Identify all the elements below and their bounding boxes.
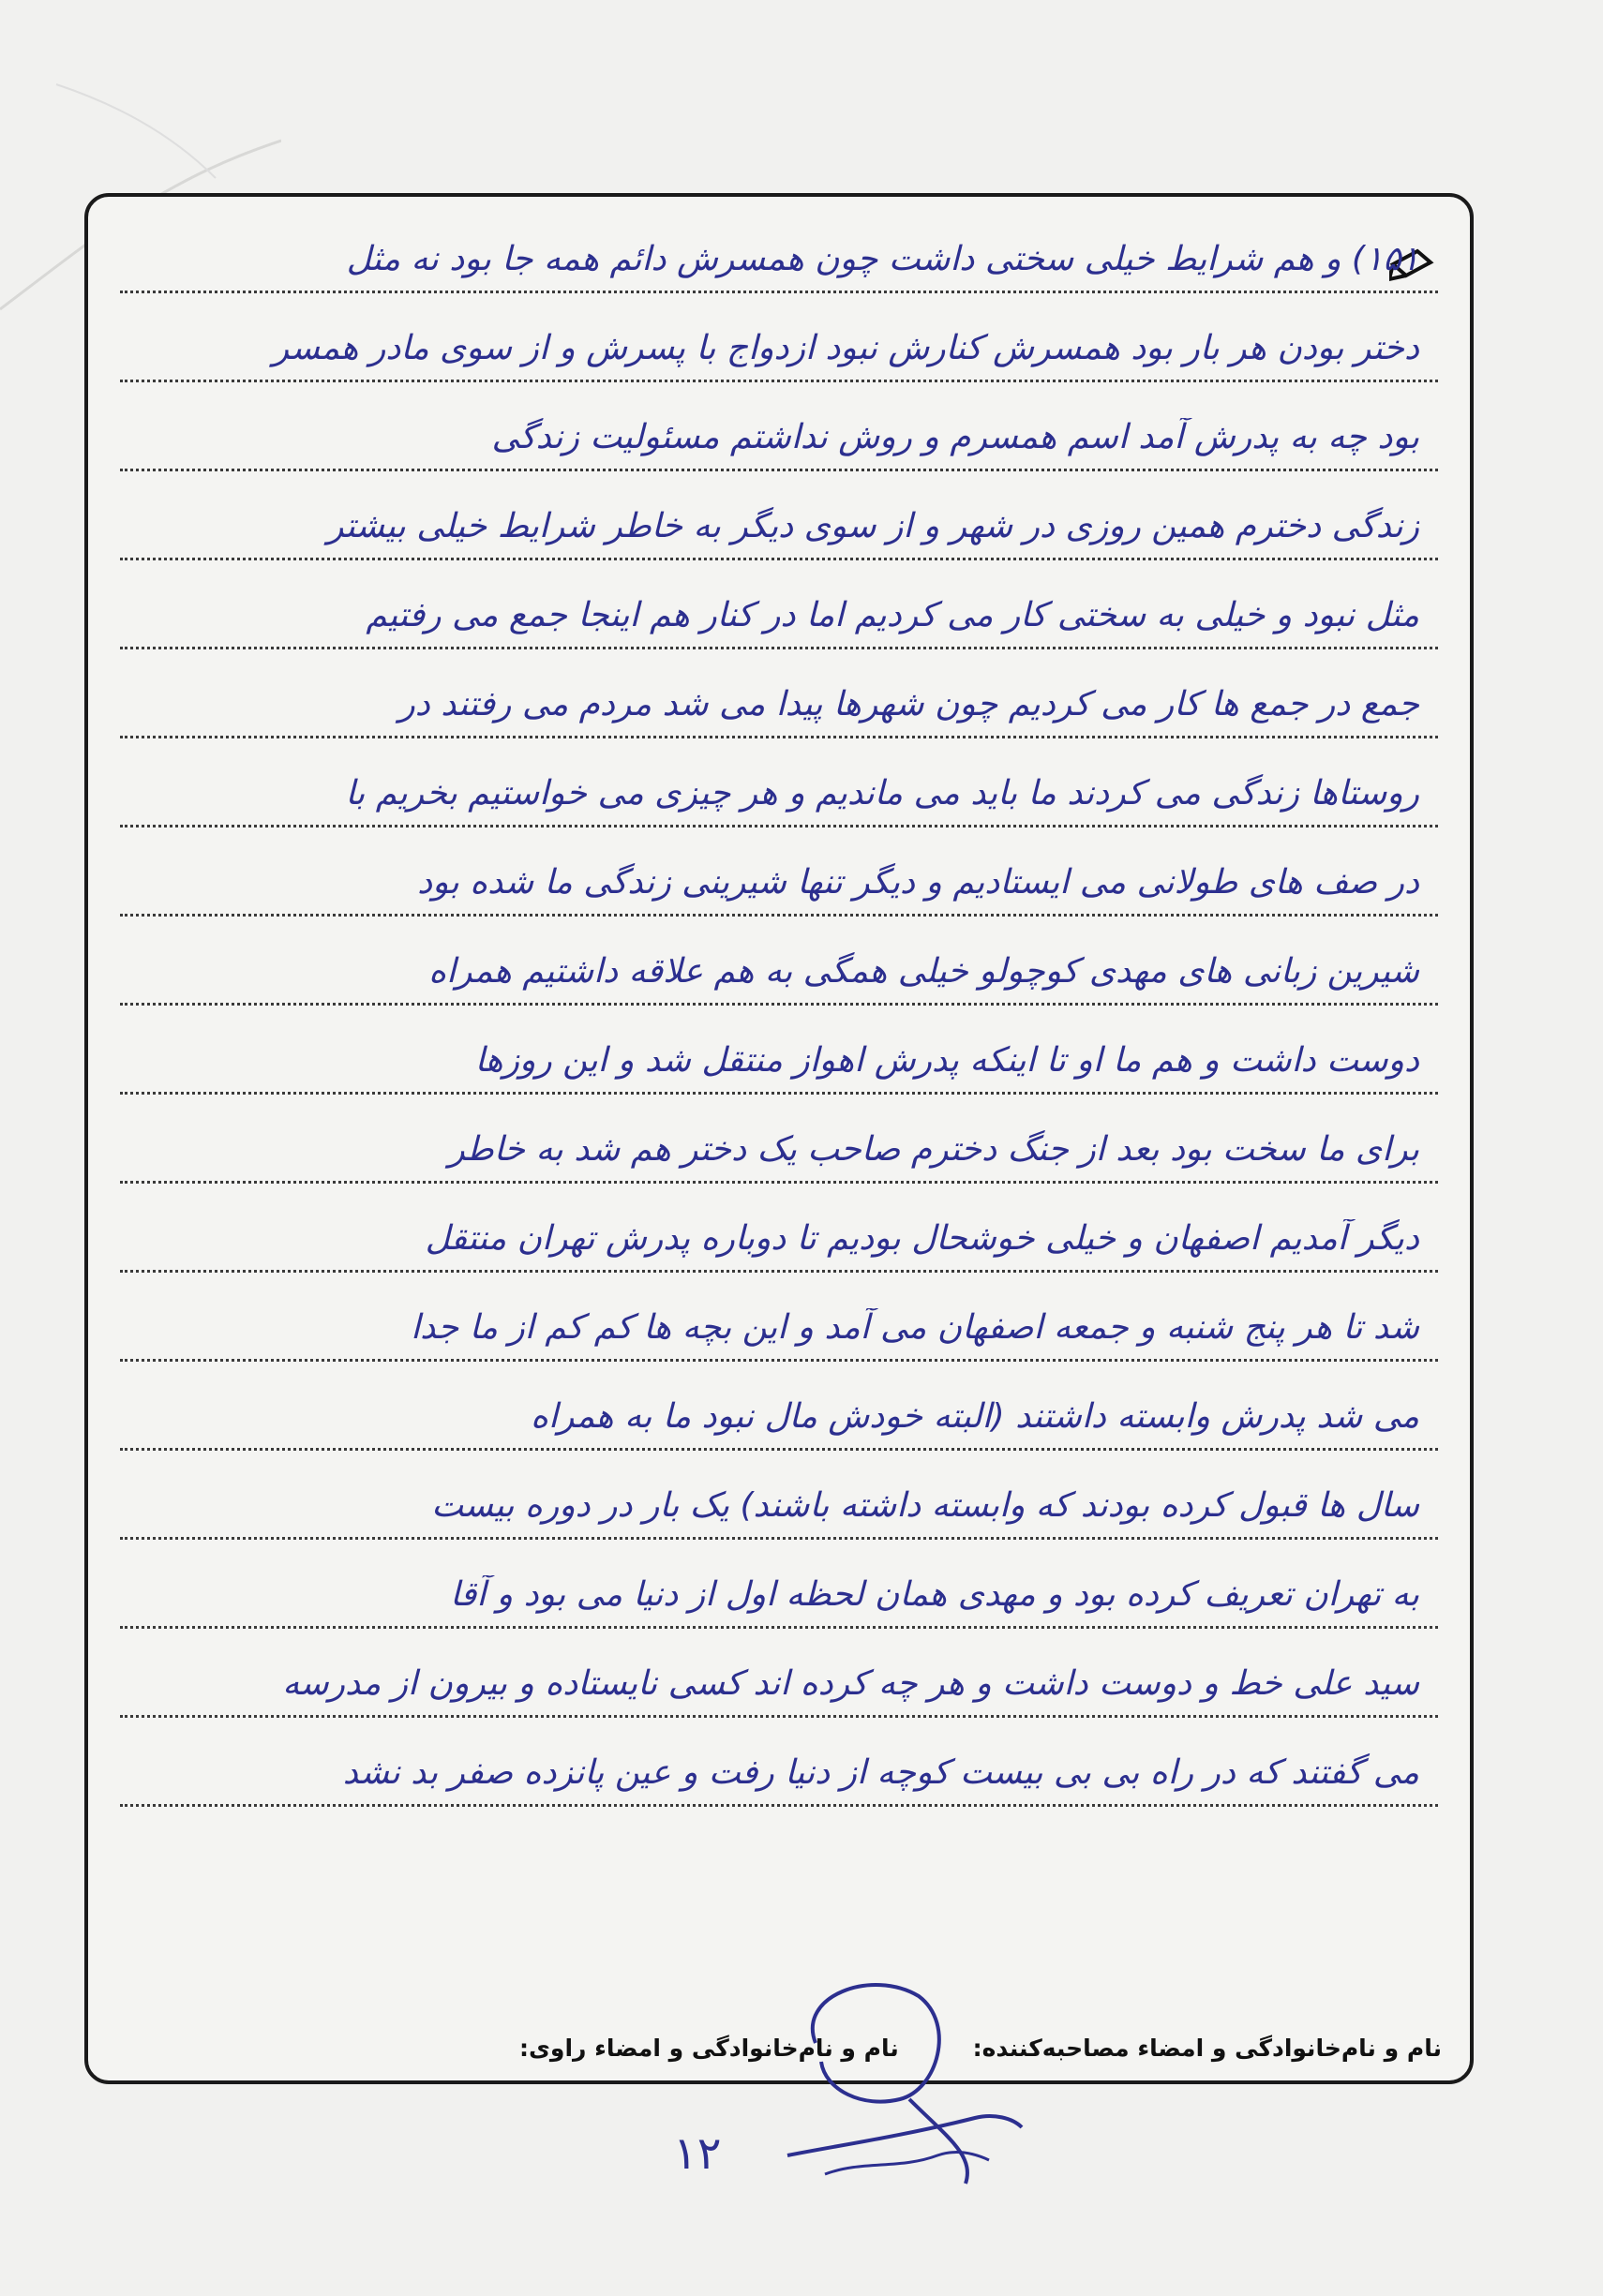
handwritten-line: سال ها قبول کرده بودند که وابسته داشته باشند) یک بار در دوره بیست — [431, 1486, 1419, 1525]
handwritten-line: سید علی خط و دوست داشت و هر چه کرده اند کسی نایستاده و بیرون از مدرسه — [282, 1664, 1419, 1703]
handwritten-line: دوست داشت و هم ما او تا اینکه پدرش اهواز منتقل شد و این روزها — [474, 1041, 1419, 1080]
page-number: ۱۲ — [673, 2127, 722, 2180]
ruled-line — [120, 1270, 1438, 1273]
narrator-signature-label: نام و نام‌خانوادگی و امضاء راوی: — [519, 2035, 899, 2062]
handwritten-signature — [759, 1959, 1031, 2202]
handwritten-line: برای ما سخت بود بعد از جنگ دخترم صاحب یک دختر هم شد به خاطر — [448, 1130, 1419, 1169]
ruled-line — [120, 1003, 1438, 1006]
handwritten-line: زندگی دخترم همین روزی در شهر و از سوی دیگر به خاطر شرایط خیلی بیشتر — [327, 507, 1419, 545]
handwritten-line: مثل نبود و خیلی به سختی کار می کردیم اما در کنار هم اینجا جمع می رفتیم — [366, 596, 1419, 634]
ruled-line — [120, 647, 1438, 649]
interviewer-signature-label: نام و نام‌خانوادگی و امضاء مصاحبه‌کننده: — [972, 2035, 1442, 2062]
handwritten-line: شد تا هر پنج شنبه و جمعه اصفهان می آمد و این بچه ها کم کم از ما جدا — [411, 1308, 1419, 1347]
ruled-line — [120, 1626, 1438, 1629]
ruled-line — [120, 380, 1438, 382]
handwritten-line: در صف های طولانی می ایستادیم و دیگر تنها شیرینی زندگی ما شده بود — [417, 863, 1419, 902]
ruled-line — [120, 1537, 1438, 1540]
handwritten-line: بود چه به پدرش آمد اسم همسرم و روش نداشتم مسئولیت زندگی — [491, 418, 1419, 456]
interview-form-frame — [84, 193, 1474, 2084]
ruled-line — [120, 1448, 1438, 1451]
handwritten-line: می گفتند که در راه بی بی بیست کوچه از دنیا رفت و عین پانزده صفر بد نشد — [342, 1753, 1419, 1792]
handwritten-line: دیگر آمدیم اصفهان و خیلی خوشحال بودیم تا دوباره پدرش تهران منتقل — [425, 1219, 1419, 1258]
ruled-line — [120, 1804, 1438, 1807]
ruled-line — [120, 825, 1438, 827]
ruled-line — [120, 558, 1438, 560]
handwritten-lines — [120, 197, 1438, 2080]
handwritten-line: روستاها زندگی می کردند ما باید می ماندیم و هر چیزی می خواستیم بخریم با — [345, 774, 1419, 813]
ruled-line — [120, 291, 1438, 293]
ruled-line — [120, 1092, 1438, 1095]
ruled-line — [120, 1181, 1438, 1184]
handwritten-line: جمع در جمع ها کار می کردیم چون شهرها پیدا می شد مردم می رفتند در — [398, 685, 1419, 723]
ruled-line — [120, 1359, 1438, 1362]
handwritten-line: به تهران تعریف کرده بود و مهدی همان لحظه اول از دنیا می بود و آقا — [450, 1575, 1419, 1614]
handwritten-line: ۱۵۱) و هم شرایط خیلی سختی داشت چون همسرش دائم همه جا بود نه مثل — [346, 240, 1419, 278]
handwritten-line: می شد پدرش وابسته داشتند (البته خودش مال نبود ما به همراه — [531, 1397, 1419, 1436]
ruled-line — [120, 1715, 1438, 1718]
handwritten-line: شیرین زبانی های مهدی کوچولو خیلی همگی به هم علاقه داشتیم همراه — [428, 952, 1419, 991]
ruled-line — [120, 469, 1438, 471]
ruled-line — [120, 914, 1438, 917]
handwritten-line: دختر بودن هر بار بود همسرش کنارش نبود ازدواج با پسرش و از سوی مادر همسر — [272, 329, 1419, 367]
ruled-line — [120, 736, 1438, 738]
